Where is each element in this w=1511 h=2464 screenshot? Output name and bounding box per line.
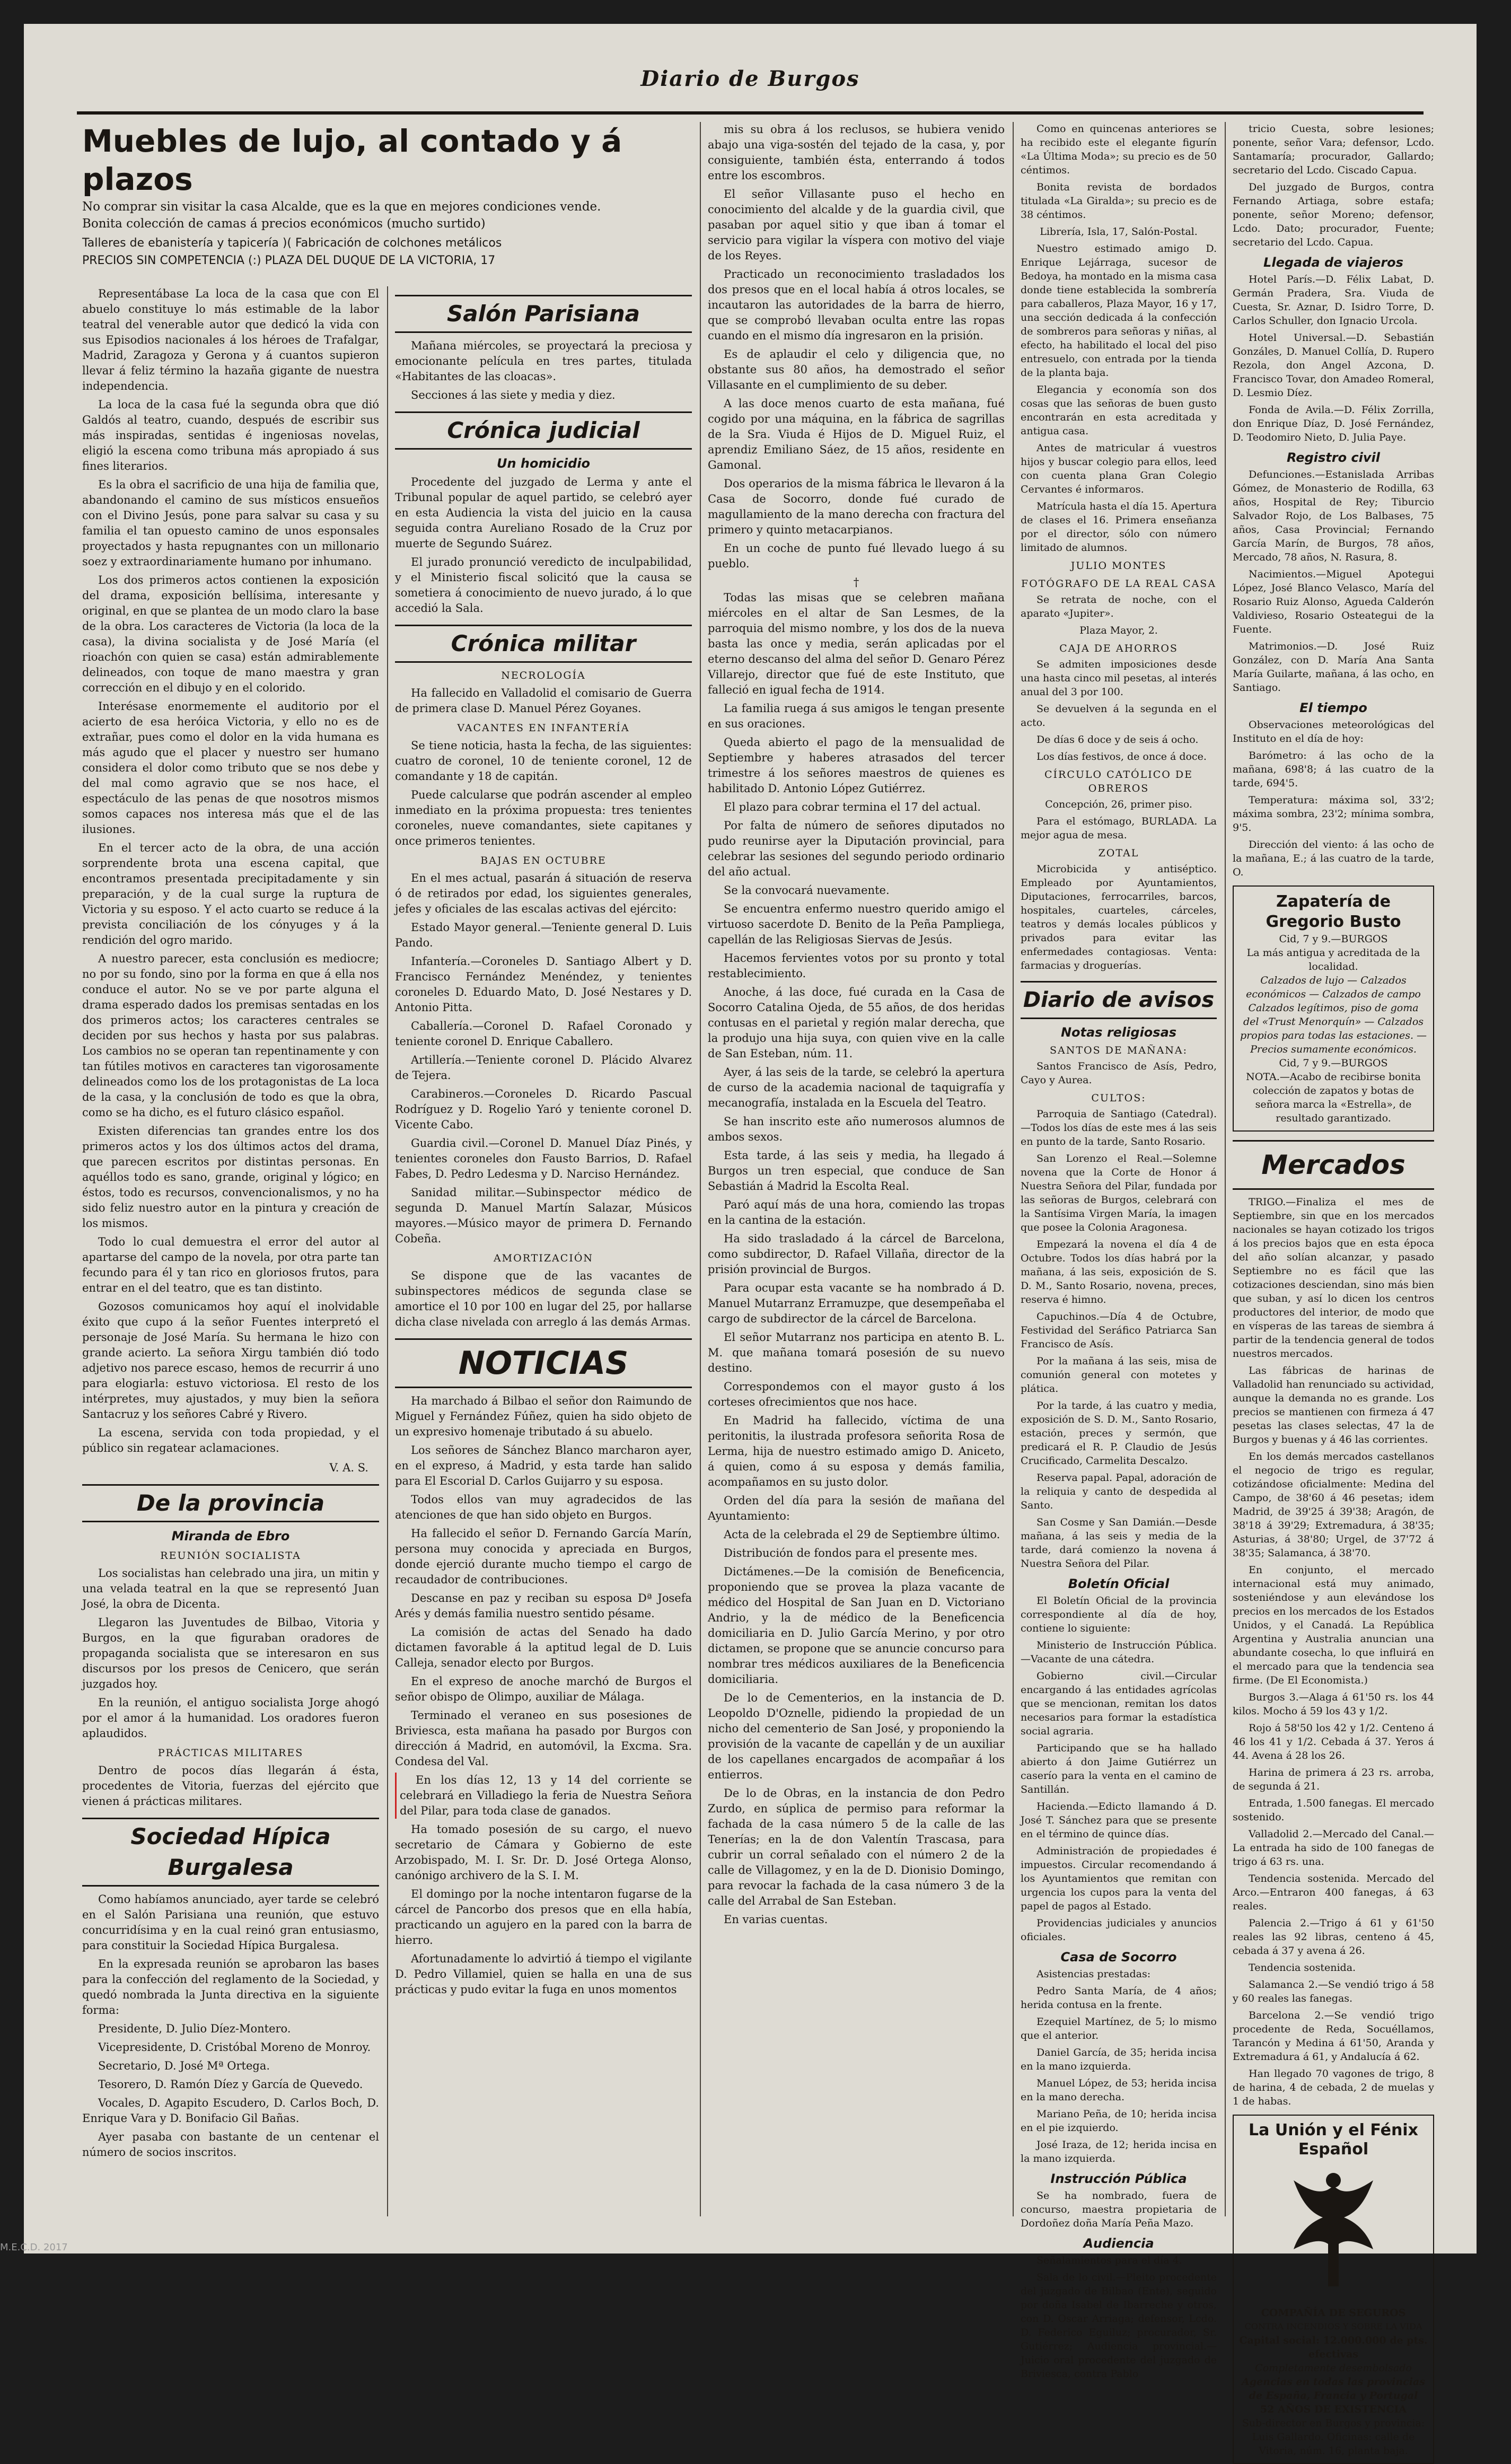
masthead: Diario de Burgos xyxy=(640,66,860,91)
paragraph: Orden del día para la sesión de mañana del Ayuntamiento: xyxy=(708,1494,1005,1522)
paragraph: Procedente del juzgado de Lerma y ante el Tribunal popular de aquel partido, se celebró ayer en esta Audiencia la vista del juicio en la causa seguida contra Aureliano Rosado de la Cruz por muerte de Segundo Suárez. xyxy=(395,476,692,550)
paragraph: Temperatura: máxima sol, 33'2; máxima sombra, 23'2; mínima sombra, 9'5. xyxy=(1233,794,1434,834)
paragraph: Dentro de pocos días llegarán á ésta, procedentes de Vitoria, fuerzas del ejército que vienen á prácticas militares. xyxy=(82,1764,379,1808)
column-2 xyxy=(395,286,692,2216)
paragraph: De lo de Obras, en la instancia de don Pedro Zurdo, en súplica de permiso para reformar la fachada de la casa número 5 de la calle de las Tenerías; en la de don Valentín Trascasa, para cubrir un corral señalado con el número 2 de la calle de Villagomez, y en la de D. Dionisio Domingo, para revocar la fachada de la casa número 3 de la calle del Arrabal de San Esteban. xyxy=(708,1787,1005,1907)
subheading: SANTOS DE MAÑANA: xyxy=(1049,1045,1188,1056)
paragraph: Rojo á 58'50 los 42 y 1/2. Centeno á 46 los 41 y 1/2. Cebada á 37. Yeros á 44. Avena á 28 los 26. xyxy=(1233,1722,1434,1761)
paragraph: Harina de primera á 23 rs. arroba, de segunda á 21. xyxy=(1233,1767,1434,1792)
paragraph: Se retrata de noche, con el aparato «Jupiter». xyxy=(1021,594,1217,619)
paragraph: Librería, Isla, 17, Salón-Postal. xyxy=(1040,226,1198,238)
paragraph: Valladolid 2.—Mercado del Canal.—La entrada ha sido de 100 fanegas de trigo á 63 rs. una. xyxy=(1233,1828,1434,1867)
ad-line: Capital social: 12.000.000 de pts. efectivas xyxy=(1239,2335,1428,2360)
paragraph: Nacimientos.—Miguel Apotegui López, José Blanco Velasco, María del Rosario Ruiz Alonso, Agueda Calderón Valdivieso, Rosario Osteategui de la Fuente. xyxy=(1233,568,1434,635)
subheading: BAJAS EN OCTUBRE xyxy=(480,855,607,866)
paragraph: Para ocupar esta vacante se ha nombrado á D. Manuel Mutarranz Erramuzpe, que desempeñaba el cargo de subdirector de la cárcel de Barcelona. xyxy=(708,1282,1005,1325)
paragraph: Parroquia de Santiago (Catedral).—Todos los días de este mes á las seis en punto de la tarde, Santo Rosario. xyxy=(1021,1108,1217,1147)
paragraph: Dirección del viento: á las ocho de la mañana, E.; á las cuatro de la tarde, O. xyxy=(1233,839,1434,878)
paragraph: Ha sido trasladado á la cárcel de Barcelona, como subdirector, D. Rafael Villaña, director de la prisión provincial de Burgos. xyxy=(708,1232,1005,1276)
paragraph: Como habíamos anunciado, ayer tarde se celebró en el Salón Parisiana una reunión, que estuvo concurridísima y en la cual reinó gran entusiasmo, para constituir la Sociedad Hípica Burgalesa. xyxy=(82,1893,379,1952)
column-4 xyxy=(1021,122,1217,2380)
paragraph: La loca de la casa fué la segunda obra que dió Galdós al teatro, cuando, después de escribir sus más inspiradas, sentidas é ingeniosas novelas, eligió la escena como tribuna más apropiado á sus fines literarios. xyxy=(82,398,379,472)
column-rule xyxy=(387,286,388,2216)
paragraph: En varias cuentas. xyxy=(724,1913,828,1926)
archive-stamp: M.E.C.D. 2017 xyxy=(0,2242,68,2253)
paragraph: Hotel Universal.—D. Sebastián Gonzáles, D. Manuel Collía, D. Rupero Rezola, don Angel Azcona, D. Francisco Tovar, don Amadeo Romeral, D. Lesmio Díez. xyxy=(1233,332,1434,399)
paragraph: Es la obra el sacrificio de una hija de familia que, abandonando el camino de sus místicos ensueños con el Divino Jesús, pone para salvar su casa y su familia el tan opuesto camino de unos esponsales proyectados y hasta repugnantes con un millonario soez y extraordinariamente humano por inhumano. xyxy=(82,478,379,568)
paragraph: Matrimonios.—D. José Ruiz González, con D. María Ana Santa María Guilarte, mañana, á las ocho, en Santiago. xyxy=(1233,641,1434,694)
subheading: Miranda de Ebro xyxy=(171,1529,290,1544)
paragraph: Terminado el veraneo en sus posesiones de Briviesca, esta mañana ha pasado por Burgos con dirección á Madrid, en automóvil, la Excma. Sra. Condesa del Val. xyxy=(395,1709,692,1768)
paragraph: Ezequiel Martínez, de 5; lo mismo que el anterior. xyxy=(1021,2016,1217,2041)
paragraph: Señalamientos para el día 4. xyxy=(1036,2255,1182,2266)
subheading: Audiencia xyxy=(1083,2236,1154,2251)
phoenix-emblem-icon xyxy=(1272,2164,1394,2297)
ad-line: PRECIOS SIN COMPETENCIA (:) PLAZA DEL DUQUE DE LA VICTORIA, 17 xyxy=(82,254,496,267)
paragraph: Entrada, 1.500 fanegas. El mercado sostenido. xyxy=(1233,1797,1434,1823)
paragraph: Estado Mayor general.—Teniente general D. Luis Pando. xyxy=(395,921,692,949)
paragraph: En la expresada reunión se aprobaron las bases para la confección del reglamento de la Sociedad, y quedó nombrada la Junta directiva en la siguiente forma: xyxy=(82,1958,379,2016)
subheading: Registro civil xyxy=(1287,450,1380,465)
subheading: Instrucción Pública xyxy=(1050,2171,1187,2186)
paragraph: Artillería.—Teniente coronel D. Plácido Alvarez de Tejera. xyxy=(395,1054,692,1082)
ad-line: Talleres de ebanistería y tapicería )( Fabricación de colchones metálicos xyxy=(82,236,502,250)
paragraph: Representábase La loca de la casa que con El abuelo constituye lo más estimable de la labor teatral del venerable autor que dedicó la vida con sus Episodios nacionales á los héroes de Trafalgar, Madrid, Zaragoza y Gerona y á cuantos supieron llevar á feliz término la hazaña gigante de nuestra independencia. xyxy=(82,287,379,392)
paragraph: Palencia 2.—Trigo á 61 y 61'50 reales las 92 libras, centeno á 45, cebada á 37 y avena á 26. xyxy=(1233,1917,1434,1957)
section-title: Mercados xyxy=(1233,1140,1434,1190)
ad-line: La más antigua y acreditada de la localidad. xyxy=(1246,947,1420,972)
section-title: Salón Parisiana xyxy=(395,295,692,333)
paragraph: En la reunión, el antiguo socialista Jorge ahogó por el amor á la humanidad. Los oradores fueron aplaudidos. xyxy=(82,1696,379,1740)
column-rule xyxy=(1225,122,1226,2216)
paragraph: Es de aplaudir el celo y diligencia que, no obstante sus 80 años, ha demostrado el señor Villasante en el cumplimiento de su deber. xyxy=(708,348,1005,391)
paragraph: Hacienda.—Edicto llamando á D. José T. Sánchez para que se presente en el término de quince días. xyxy=(1021,1801,1217,1840)
masthead-rule xyxy=(77,111,1424,115)
signature: V. A. S. xyxy=(329,1461,368,1474)
paragraph: Ha marchado á Bilbao el señor don Raimundo de Miguel y Fernández Fúñez, quien ha sido objeto de un expresivo homenaje tributado á su abuelo. xyxy=(395,1395,692,1438)
paragraph: Carabineros.—Coroneles D. Ricardo Pascual Rodríguez y D. Rogelio Yaró y teniente coronel D. Vicente Cabo. xyxy=(395,1088,692,1131)
paragraph: Acta de la celebrada el 29 de Septiembre último. xyxy=(724,1528,1000,1541)
paragraph: Se tiene noticia, hasta la fecha, de las siguientes: cuatro de coronel, 10 de teniente coronel, 12 de comandante y 18 de capitán. xyxy=(395,739,692,783)
paragraph: Se ha nombrado, fuera de concurso, maestra propietaria de Dordoñez doña María Peña Mazo. xyxy=(1021,2190,1217,2229)
paragraph: Afortunadamente lo advirtió á tiempo el vigilante D. Pedro Villamiel, quien se halla en una de sus prácticas y pudo evitar la fuga en unos momentos xyxy=(395,1952,692,1996)
paragraph: Mañana miércoles, se proyectará la preciosa y emocionante película en tres partes, titulada «Habitantes de las cloacas». xyxy=(395,339,692,383)
paragraph: El señor Villasante puso el hecho en conocimiento del alcalde y de la guardia civil, que pasaban por aquel sitio y que iban á tomar el servicio para vigilar la víspera con motivo del viaje de los Reyes. xyxy=(708,188,1005,262)
paragraph: La familia ruega á sus amigos le tengan presente en sus oraciones. xyxy=(708,702,1005,730)
paragraph: Antes de matricular á vuestros hijos y buscar colegio para ellos, leed con cuenta plana Gran Colegio Cervantes é informaros. xyxy=(1021,442,1217,495)
paragraph: Ayer pasaba con bastante de un centenar el número de socios inscritos. xyxy=(82,2130,379,2159)
paragraph: mis su obra á los reclusos, se hubiera venido abajo una viga-sostén del tejado de la casa, y, por consiguiente, también ésta, enterrando á todos entre los escombros. xyxy=(708,123,1005,182)
paragraph: Hacemos fervientes votos por su pronto y total restablecimiento. xyxy=(708,952,1005,980)
paragraph: Todas las misas que se celebren mañana miércoles en el altar de San Lesmes, de la parroquia del mismo nombre, y los dos de la nueva basta las once y media, serán aplicadas por el eterno descanso del alma del señor D. Genaro Pérez Villarejo, director que fué de este Instituto, que falleció en igual fecha de 1914. xyxy=(708,591,1005,696)
paragraph: Ministerio de Instrucción Pública.—Vacante de una cátedra. xyxy=(1021,1639,1217,1665)
ad-line: Calzados legítimos, piso de goma del «Trust Menorquín» — Calzados propios para todas las estaciones. — Precios sumamente económicos. xyxy=(1240,1002,1427,1055)
paragraph: Llegaron las Juventudes de Bilbao, Vitoria y Burgos, en la que figuraban oradores de propaganda socialista que se interesaron en sus discursos por los presos de Cenicero, que serán juzgados hoy. xyxy=(82,1616,379,1690)
paragraph: Ha fallecido en Valladolid el comisario de Guerra de primera clase D. Manuel Pérez Goyanes. xyxy=(395,687,692,715)
paragraph: Dos operarios de la misma fábrica le llevaron á la Casa de Socorro, donde fué curado de magullamiento de la mano derecha con fractura del primero y quinto metacarpianos. xyxy=(708,477,1005,536)
insurance-advertisement xyxy=(1233,2115,1434,2464)
paragraph: Anoche, á las doce, fué curada en la Casa de Socorro Catalina Ojeda, de 55 años, de dos heridas contusas en el parietal y región malar derecha, que la produjo una hija suya, con quien vive en la calle de San Esteban, núm. 11. xyxy=(708,986,1005,1060)
ad-line: Sub-director en Burgos y provincia: Luis Gallardo. Oficinas: calle de Vitoria, núm. 16, planta baja. xyxy=(1242,2417,1425,2457)
paragraph: TRIGO.—Finaliza el mes de Septiembre, sin que en los mercados nacionales se hayan cotizado los trigos á los precios bajos que en esta época del año solían alcanzar, y pasado Septiembre no es fácil que las cotizaciones desciendan, sino más bien que suban, y así lo dicen los centros productores del interior, de modo que en vísperas de las tareas de siembra á partir de la tendencia general de todos nuestros mercados. xyxy=(1233,1196,1434,1360)
paragraph: Esta tarde, á las seis y media, ha llegado á Burgos un tren especial, que conduce de San Sebastián á Madrid la Escolta Real. xyxy=(708,1149,1005,1192)
paragraph: Santos Francisco de Asís, Pedro, Cayo y Aurea. xyxy=(1021,1060,1217,1086)
paragraph: Matrícula hasta el día 15. Apertura de clases el 16. Primera enseñanza por el director, sólo con número limitado de alumnos. xyxy=(1021,501,1217,554)
ad-title: Muebles de lujo, al contado y á plazos xyxy=(82,123,622,197)
paragraph: Por falta de número de señores diputados no pudo reunirse ayer la Diputación provincial, para celebrar las sesiones del segundo periodo ordinario del año actual. xyxy=(708,819,1005,878)
section-title: De la provincia xyxy=(82,1484,379,1522)
paragraph: Han llegado 70 vagones de trigo, 8 de harina, 4 de cebada, 2 de muelas y 1 de habas. xyxy=(1233,2068,1434,2107)
ad-line: CONTRA INCENDIOS Y SOBRE LA VIDA xyxy=(1244,2321,1422,2331)
paragraph: De lo de Cementerios, en la instancia de D. Leopoldo D'Oznelle, pidiendo la propiedad de un nicho del cementerio de San José, y proponiendo la provisión de la vacante de capellán y de un auxiliar de los capellanes encargados de acompañar á los entierros. xyxy=(708,1691,1005,1781)
paragraph: Presidente, D. Julio Díez-Montero. xyxy=(98,2022,291,2035)
paragraph: Vicepresidente, D. Cristóbal Moreno de Monroy. xyxy=(98,2041,371,2054)
paragraph: Salamanca 2.—Se vendió trigo á 58 y 60 reales las fanegas. xyxy=(1233,1979,1434,2004)
paragraph: Por la mañana á las seis, misa de comunión general con motetes y plática. xyxy=(1021,1355,1217,1395)
ad-line: Calzados de lujo — Calzados económicos — Calzados de campo xyxy=(1246,975,1421,1000)
cross-icon: † xyxy=(853,576,859,589)
paragraph: En el tercer acto de la obra, de una acción sorprendente brota una escena capital, que encontramos presentada precipitadamente y sin preparación, y de la cual surge la ruptura de Victoria y su esposo. Y el acto cuarto se reduce á la prevista conciliación de los cónyuges y á la rendición del ogro marido. xyxy=(82,841,379,946)
paragraph: Reserva papal. Papal, adoración de la reliquia y canto de despedida al Santo. xyxy=(1021,1472,1217,1511)
paragraph: Bonita revista de bordados titulada «La Giralda»; su precio es de 38 céntimos. xyxy=(1021,181,1217,221)
subheading: CÍRCULO CATÓLICO DE OBREROS xyxy=(1044,769,1193,794)
paragraph: Caballería.—Coronel D. Rafael Coronado y teniente coronel D. Enrique Caballero. xyxy=(395,1020,692,1048)
ad-line: Agencias en todas las provincias de España, Francia y Portugal xyxy=(1242,2376,1425,2401)
paragraph: Elegancia y economía son dos cosas que las señoras de buen gusto encontrarán en esta acreditada y antigua casa. xyxy=(1021,384,1217,437)
paragraph: Se admiten imposiciones desde una hasta cinco mil pesetas, al interés anual del 3 por 100. xyxy=(1021,659,1217,698)
paragraph: Administración de propiedades é impuestos. Circular recomendando á los Ayuntamientos que remitan con urgencia los cupos para la venta del papel de pagos al Estado. xyxy=(1021,1845,1217,1912)
subheading: Llegada de viajeros xyxy=(1263,255,1403,270)
paragraph: Correspondemos con el mayor gusto á los corteses ofrecimientos que nos hace. xyxy=(708,1380,1005,1408)
paragraph: Se la convocará nuevamente. xyxy=(724,884,890,897)
subheading: VACANTES EN INFANTERÍA xyxy=(457,722,630,734)
paragraph: Todo lo cual demuestra el error del autor al apartarse del campo de la novela, por otra parte tan fecundo para él y tan rico en gloriosos frutos, para entrar en el del teatro, que es tan distinto. xyxy=(82,1235,379,1294)
paragraph: Del juzgado de Burgos, contra Fernando Artiaga, sobre estafa; ponente, señor Moreno; defensor, Lcdo. Dato; procurador, Fuente; secretario del Lcdo. Capua. xyxy=(1233,181,1434,248)
paragraph: Puede calcularse que podrán ascender al empleo inmediato en la próxima propuesta: tres tenientes coroneles, nueve comandantes, siete capitanes y once primeros tenientes. xyxy=(395,788,692,847)
paragraph: San Lorenzo el Real.—Solemne novena que la Corte de Honor á Nuestra Señora del Pilar, fundada por las señoras de Burgos, celebrará con la Santísima Virgen María, la imagen que posee la Colonia Aragonesa. xyxy=(1021,1153,1217,1233)
paragraph: En el mes actual, pasarán á situación de reserva ó de retirados por edad, los siguientes generales, jefes y oficiales de las escalas activas del ejército: xyxy=(395,872,692,915)
subheading: NECROLOGÍA xyxy=(501,670,586,681)
column-3 xyxy=(708,122,1005,2216)
paragraph: El domingo por la noche intentaron fugarse de la cárcel de Pancorbo dos presos que en ella había, practicando un agujero en la pared con la barra de hierro. xyxy=(395,1888,692,1946)
paragraph: Secciones á las siete y media y diez. xyxy=(411,389,616,401)
ad-title: Zapatería de Gregorio Busto xyxy=(1266,892,1401,931)
paragraph: Sanidad militar.—Subinspector médico de segunda D. Manuel Martín Salazar, Músicos mayores.—Músico mayor de primera D. Fernando Cobeña. xyxy=(395,1186,692,1245)
column-rule xyxy=(1013,122,1014,2216)
paragraph: En el expreso de anoche marchó de Burgos el señor obispo de Olimpo, auxiliar de Málaga. xyxy=(395,1675,692,1703)
section-title: Crónica judicial xyxy=(395,411,692,450)
paragraph: A las doce menos cuarto de esta mañana, fué cogido por una máquina, en la fábrica de sagrillas de la Sra. Viuda é Hijos de D. Miguel Ruiz, el aprendiz Emiliano Sáez, de 15 años, residente en Gamonal. xyxy=(708,397,1005,471)
paragraph: El plazo para cobrar termina el 17 del actual. xyxy=(724,801,981,813)
paragraph: Existen diferencias tan grandes entre los dos primeros actos y los dos últimos actos del drama, que parecen escritos por distintas personas. En aquéllos todo es sano, grande, original y lógico; en éstos, todo es recursos, convencionalismos, y no ha sido feliz nuestro autor en la pintura y creación de los mismos. xyxy=(82,1125,379,1230)
paragraph: En Madrid ha fallecido, víctima de una peritonitis, la ilustrada profesora señorita Rosa de Lerma, hija de nuestro estimado amigo D. Aniceto, á quien, como á su esposa y demás familia, acompañamos en su justo dolor. xyxy=(708,1414,1005,1488)
paragraph: El jurado pronunció veredicto de inculpabilidad, y el Ministerio fiscal solicitó que la causa se sometiera á conocimiento de nuevo jurado, á lo que accedió la Sala. xyxy=(395,556,692,615)
paragraph: Interésase enormemente el auditorio por el acierto de esa heróica Victoria, y ello no es de extrañar, pues como el dolor en la vida humana es más agudo que el placer y nuestro ser humano considera el dolor como tributo que se nos debe y del mal como agravio que se nos hace, el espectáculo de las penas de que nosotros mismos somos capaces nos interesa más que el de las ilusiones. xyxy=(82,700,379,836)
paragraph: Providencias judiciales y anuncios oficiales. xyxy=(1021,1917,1217,1943)
subheading: ZOTAL xyxy=(1098,847,1139,859)
paragraph: De días 6 doce y de seis á ocho. xyxy=(1036,734,1199,746)
ad-line: Cid, 7 y 9.—BURGOS xyxy=(1279,1057,1388,1069)
subheading: JULIO MONTES xyxy=(1070,560,1167,572)
subheading: Notas religiosas xyxy=(1060,1025,1177,1040)
shoe-store-advertisement xyxy=(1233,885,1434,1132)
paragraph: Tesorero, D. Ramón Díez y García de Quevedo. xyxy=(98,2078,363,2091)
paragraph: Se devuelven á la segunda en el acto. xyxy=(1021,703,1217,729)
subheading: Un homicidio xyxy=(496,456,591,471)
subheading: FOTÓGRAFO DE LA REAL CASA xyxy=(1021,578,1217,590)
paragraph: Asistencias prestadas: xyxy=(1036,1968,1151,1980)
paragraph: Para el estómago, BURLADA. La mejor agua de mesa. xyxy=(1021,816,1217,841)
section-title: Sociedad Hípica Burgalesa xyxy=(82,1818,379,1887)
subheading: AMORTIZACIÓN xyxy=(493,1252,594,1264)
ad-line: NOTA.—Acabo de recibirse bonita colección de zapatos y botas de señora marca la «Estrella», de resultado garantizado. xyxy=(1246,1071,1421,1124)
ad-line: Completamente desembolsado xyxy=(1255,2362,1412,2374)
subheading: Boletín Oficial xyxy=(1068,1576,1170,1591)
paragraph: Observaciones meteorológicas del Instituto en el día de hoy: xyxy=(1233,719,1434,744)
paragraph: Los días festivos, de once á doce. xyxy=(1036,751,1207,762)
subheading: CULTOS: xyxy=(1091,1092,1146,1104)
paragraph: La comisión de actas del Senado ha dado dictamen favorable á la aptitud legal de D. Luis Calleja, senador electo por Burgos. xyxy=(395,1626,692,1669)
paragraph: Los dos primeros actos contienen la exposición del drama, exposición bellísima, interesante y original, en que se plantea de un modo claro la base de la obra. Los caracteres de Victoria (la loca de la casa), la divina socialista y de José María (el rioachón con quien se casa) están admirablemente delineados, con toque de mano maestra y gran corrección en el dibujo y en el colorido. xyxy=(82,574,379,694)
paragraph: Pedro Santa María, de 4 años; herida contusa en la frente. xyxy=(1021,1985,1217,2011)
paragraph: Tendencia sostenida. Mercado del Arco.—Entraron 400 fanegas, á 63 reales. xyxy=(1233,1873,1434,1912)
paragraph: San Cosme y San Damián.—Desde mañana, á las seis y media de la tarde, dará comienzo la novena á Nuestra Señora del Pilar. xyxy=(1021,1516,1217,1569)
paragraph: Vocales, D. Agapito Escudero, D. Carlos Boch, D. Enrique Vara y D. Bonifacio Gil Bañas. xyxy=(82,2097,379,2125)
paragraph: Gobierno civil.—Circular encargando á las entidades agrícolas que se mencionan, remitan los datos necesarios para formar la estadística social agraria. xyxy=(1021,1670,1217,1737)
paragraph: Empezará la novena el día 4 de Octubre. Todos los días habrá por la mañana, á las seis, exposición de S. D. M., Santo Rosario, novena, preces, reserva é himno. xyxy=(1021,1239,1217,1305)
paragraph: Ayer, á las seis de la tarde, se celebró la apertura de curso de la academia nacional de taquigrafía y mecanografía, instalada en la Escuela del Teatro. xyxy=(708,1066,1005,1109)
paragraph: Burgos 3.—Alaga á 61'50 rs. los 44 kilos. Mocho á 59 los 43 y 1/2. xyxy=(1233,1691,1434,1717)
paragraph: Microbicida y antiséptico. Empleado por Ayuntamientos, Diputaciones, ferrocarriles, barcos, hospitales, cuarteles, cárceles, teatros y demás locales públicos y privados para evitar las enfermedades contagiosas. Venta: farmacias y droguerías. xyxy=(1021,863,1217,971)
paragraph: Nuestro estimado amigo D. Enrique Lejárraga, sucesor de Bedoya, ha montado en la misma casa donde tiene establecida la sombrería para caballeros, Plaza Mayor, 16 y 17, una sección dedicada á la confección de sombreros para señoras y niñas, al efecto, ha habilitado el local del piso entresuelo, con entrada por la tienda de la planta baja. xyxy=(1021,243,1217,379)
ad-title: La Unión y el Fénix Español xyxy=(1249,2121,1418,2159)
paragraph: El señor Mutarranz nos participa en atento B. L. M. que mañana tomará posesión de su nuevo destino. xyxy=(708,1331,1005,1374)
subheading: CAJA DE AHORROS xyxy=(1059,643,1178,654)
ad-line: 52 AÑOS DE EXISTENCIA xyxy=(1260,2404,1407,2415)
paragraph: Ha tomado posesión de su cargo, el nuevo secretario de Cámara y Gobierno de este Arzobispado, M. I. Sr. Dr. D. José Ortega Alonso, canónigo archivero de la S. I. M. xyxy=(395,1823,692,1882)
ad-line: No comprar sin visitar la casa Alcalde, que es la que en mejores condiciones vende. xyxy=(82,200,601,214)
paragraph: El Boletín Oficial de la provincia correspondiente al día de hoy, contiene lo siguiente: xyxy=(1021,1595,1217,1634)
paragraph: Capuchinos.—Día 4 de Octubre, Festividad del Seráfico Patriarca San Francisco de Asís. xyxy=(1021,1311,1217,1350)
paragraph: Paró aquí más de una hora, comiendo las tropas en la cantina de la estación. xyxy=(708,1198,1005,1226)
paragraph: Tendencia sostenida. xyxy=(1249,1962,1356,1974)
section-title: Diario de avisos xyxy=(1021,981,1217,1019)
paragraph: Gozosos comunicamos hoy aquí el inolvidable éxito que cupo á la señor Fuentes interpretó el personaje de José María. Su hermana le hizo con grande acierto. La señora Xirgu también dió todo adjetivo nos parece escaso, hemos de recurrir á uno para elogiarla: estuvo victoriosa. El resto de los intérpretes, muy ajustados, y muy bien la señora Santacruz y los señores Cabré y Rivero. xyxy=(82,1300,379,1420)
paragraph: Queda abierto el pago de la mensualidad de Septiembre y haberes atrasados del tercer trimestre á los señores maestros de quienes es habilitado D. Antonio López Gutiérrez. xyxy=(708,736,1005,795)
paragraph: Todos ellos van muy agradecidos de las atenciones de que han sido objeto en Burgos. xyxy=(395,1493,692,1521)
paragraph: Como en quincenas anteriores se ha recibido este el elegante figurín «La Última Moda»; su precio es de 50 céntimos. xyxy=(1021,123,1217,176)
paragraph: Participando que se ha hallado abierto á don Jaime Gutiérrez un caserío para la venta en el camino de Santillán. xyxy=(1021,1742,1217,1795)
furniture-advertisement xyxy=(82,122,692,276)
paragraph: En los demás mercados castellanos el negocio de trigo es regular, cotizándose oficialmente: Medina del Campo, de 38'60 á 46 pesetas; idem Madrid, de 39'25 á 39'38; Aragón, de 38'18 á 39'29; Extremadura, á 38'35; Asturias, á 38'80; Urgel, de 37'72 á 38'35; Salamanca, á 38'70. xyxy=(1233,1451,1434,1559)
paragraph: Se encuentra enfermo nuestro querido amigo el virtuoso sacerdote D. Benito de la Peña Pampliega, capellán de las Religiosas Siervas de Jesús. xyxy=(708,902,1005,946)
paragraph: Secretario, D. José Mª Ortega. xyxy=(98,2059,270,2072)
column-1 xyxy=(82,286,379,2216)
paragraph: Practicado un reconocimiento trasladados los dos presos que en el local había á otros locales, se incautaron las autoridades de la barra de hierro, que se comprobó llevaban oculta entre las ropas cuando en el mismo día ingresaron en la prisión. xyxy=(708,268,1005,342)
subheading: REUNIÓN SOCIALISTA xyxy=(160,1550,301,1562)
column-rule xyxy=(700,122,701,2216)
paragraph: Defunciones.—Estanislada Arribas Gómez, de Monasterio de Rodilla, 63 años, Hospital de Rey; Tiburcio Salvador Rojo, de Los Balbases, 75 años, Casa Provincial; Fernando García Marín, de Burgos, 78 años, Mercado, 78 años, N. Rasura, 8. xyxy=(1233,469,1434,563)
paragraph: La escena, servida con toda propiedad, y el público sin regatear aclamaciones. xyxy=(82,1426,379,1454)
ad-line: COMPAÑÍA DE SEGUROS xyxy=(1261,2307,1406,2319)
paragraph: Barcelona 2.—Se vendió trigo procedente de Reda, Socuéllamos, Tarancón y Medina á 61'50, Aranda y Extremadura á 61, y Andalucía á 62. xyxy=(1233,2010,1434,2063)
paragraph: Guardia civil.—Coronel D. Manuel Díaz Pinés, y tenientes coroneles don Fausto Barrios, D. Rafael Fabes, D. Pedro Ledesma y D. Narciso Hernández. xyxy=(395,1137,692,1180)
subheading: El tiempo xyxy=(1299,700,1367,715)
paragraph: Se dispone que de las vacantes de subinspectores médicos de segunda clase se amortice el 10 por 100 en lugar del 25, por hallarse dicha clase nivelada con arreglo á las demás Armas. xyxy=(395,1269,692,1328)
section-title: NOTICIAS xyxy=(395,1338,692,1388)
paragraph: Descanse en paz y reciban su esposa Dª Josefa Arés y demás familia nuestro sentido pésame. xyxy=(395,1592,692,1620)
paragraph: En un coche de punto fué llevado luego á su pueblo. xyxy=(708,542,1005,570)
paragraph: Manuel López, de 53; herida incisa en la mano derecha. xyxy=(1021,2077,1217,2103)
subheading: Casa de Socorro xyxy=(1060,1950,1177,1965)
paragraph: Se han inscrito este año numerosos alumnos de ambos sexos. xyxy=(708,1115,1005,1143)
paragraph: Daniel García, de 35; herida incisa en la mano izquierda. xyxy=(1021,2047,1217,2072)
paragraph: Barómetro: á las ocho de la mañana, 698'8; á las cuatro de la tarde, 694'5. xyxy=(1233,750,1434,789)
newspaper-page xyxy=(24,24,1477,2457)
paragraph: Los socialistas han celebrado una jira, un mitin y una velada teatral en la que se representó Juan José, la obra de Dicenta. xyxy=(82,1567,379,1610)
paragraph: Concepción, 26, primer piso. xyxy=(1045,799,1192,810)
paragraph: José Iraza, de 12; herida incisa en la mano izquierda. xyxy=(1021,2139,1217,2164)
ad-line: Bonita colección de camas á precios económicos (mucho surtido) xyxy=(82,217,486,231)
paragraph: Ha fallecido el señor D. Fernando García Marín, persona muy conocida y apreciada en Burgos, donde ejerció durante mucho tiempo el cargo de recaudador de contribuciones. xyxy=(395,1527,692,1586)
column-5 xyxy=(1233,122,1434,2457)
paragraph: Los señores de Sánchez Blanco marcharon ayer, en el expreso, á Madrid, y esta tarde han salido para El Escorial D. Carlos Guijarro y su esposa. xyxy=(395,1444,692,1487)
paragraph: tricio Cuesta, sobre lesiones; ponente, señor Vara; defensor, Lcdo. Santamaría; procurador, Gallardo; secretario del Lcdo. Ciscado Capua. xyxy=(1233,123,1434,176)
paragraph: Hotel París.—D. Félix Labat, D. Germán Pradera, Sra. Viuda de Cuesta, Sr. Aznar, D. Isidro Torre, D. Carlos Schuller, don Ignacio Urcola. xyxy=(1233,274,1434,327)
paragraph: Plaza Mayor, 2. xyxy=(1079,625,1158,636)
ad-line: Cid, 7 y 9.—BURGOS xyxy=(1279,933,1388,945)
paragraph: Las fábricas de harinas de Valladolid han renunciado su actividad, aunque la demanda no es grande. Los precios se mantienen con firmeza á 47 pesetas las clases selectas, 47 la de Burgos y buenas y á 46 las corrientes. xyxy=(1233,1365,1434,1445)
paragraph: A nuestro parecer, esta conclusión es mediocre; no por su fondo, sino por la forma en que á ella nos conduce el autor. No se ve por parte alguna el drama esperado dados los premisas sentadas en los dos primeros actos; los caracteres centrales se deciden por sus hechos y hasta por sus palabras. Los cambios no se operan tan repentinamente y con tan fútiles motivos en caracteres tan vigorosamente delineados como los de los protagonistas de La loca de la casa, y la conclusión de todo es que la obra, como se ha dicho, es el futuro clásico español. xyxy=(82,952,379,1119)
paragraph: Sala de lo civil.—Pleito procedente del juzgado de Bilbao (Ente), seguido por doña Isabel de Ibarreche y otros, con D. Oscar Arriaga; defensor, Lcdo. D. Federico Eguiluz; procurador, Sr. Gutiérrez; Audiencia provincial.—Juicio oral procedente del juzgado de Briviesca, contra Pablo xyxy=(1021,2272,1217,2380)
paragraph: Fonda de Avila.—D. Félix Zorrilla, don Enrique Díaz, D. José Fernández, D. Teodomiro Nieto, D. Julia Paye. xyxy=(1233,404,1434,443)
subheading: PRÁCTICAS MILITARES xyxy=(157,1747,304,1759)
section-title: Crónica militar xyxy=(395,625,692,663)
paragraph: En los días 12, 13 y 14 del corriente se celebrará en Villadiego la feria de Nuestra Señora del Pilar, para toda clase de ganados. xyxy=(395,1773,692,1819)
paragraph: Distribución de fondos para el presente mes. xyxy=(724,1547,978,1559)
paragraph: Dictámenes.—De la comisión de Beneficencia, proponiendo que se provea la plaza vacante de médico del Hospital de San Juan en D. Victoriano Andrio, y la de médico de la Beneficencia domiciliaria en D. Julio García Merino, y por otro dictamen, se propone que se anuncie concurso para nombrar tres médicos auxiliares de la Beneficencia domiciliaria. xyxy=(708,1565,1005,1686)
paragraph: En conjunto, el mercado internacional está muy animado, sosteniéndose y aun elevándose los precios en los mercados de los Estados Unidos, y el Canadá. La República Argentina y Australia anuncian una abundante cosecha, lo que influirá en el mercado para que la tendencia sea firme. (De El Economista.) xyxy=(1233,1564,1434,1686)
paragraph: Infantería.—Coroneles D. Santiago Albert y D. Francisco Fernández Menéndez, y tenientes coroneles D. Eduardo Mato, D. José Nestares y D. Antonio Pitta. xyxy=(395,955,692,1014)
paragraph: Por la tarde, á las cuatro y media, exposición de S. D. M., Santo Rosario, estación, preces y sermón, que predicará el R. P. Claudio de Jesús Crucificado, Carmelita Descalzo. xyxy=(1021,1400,1217,1467)
paragraph: Mariano Peña, de 10; herida incisa en el pie izquierdo. xyxy=(1021,2108,1217,2134)
